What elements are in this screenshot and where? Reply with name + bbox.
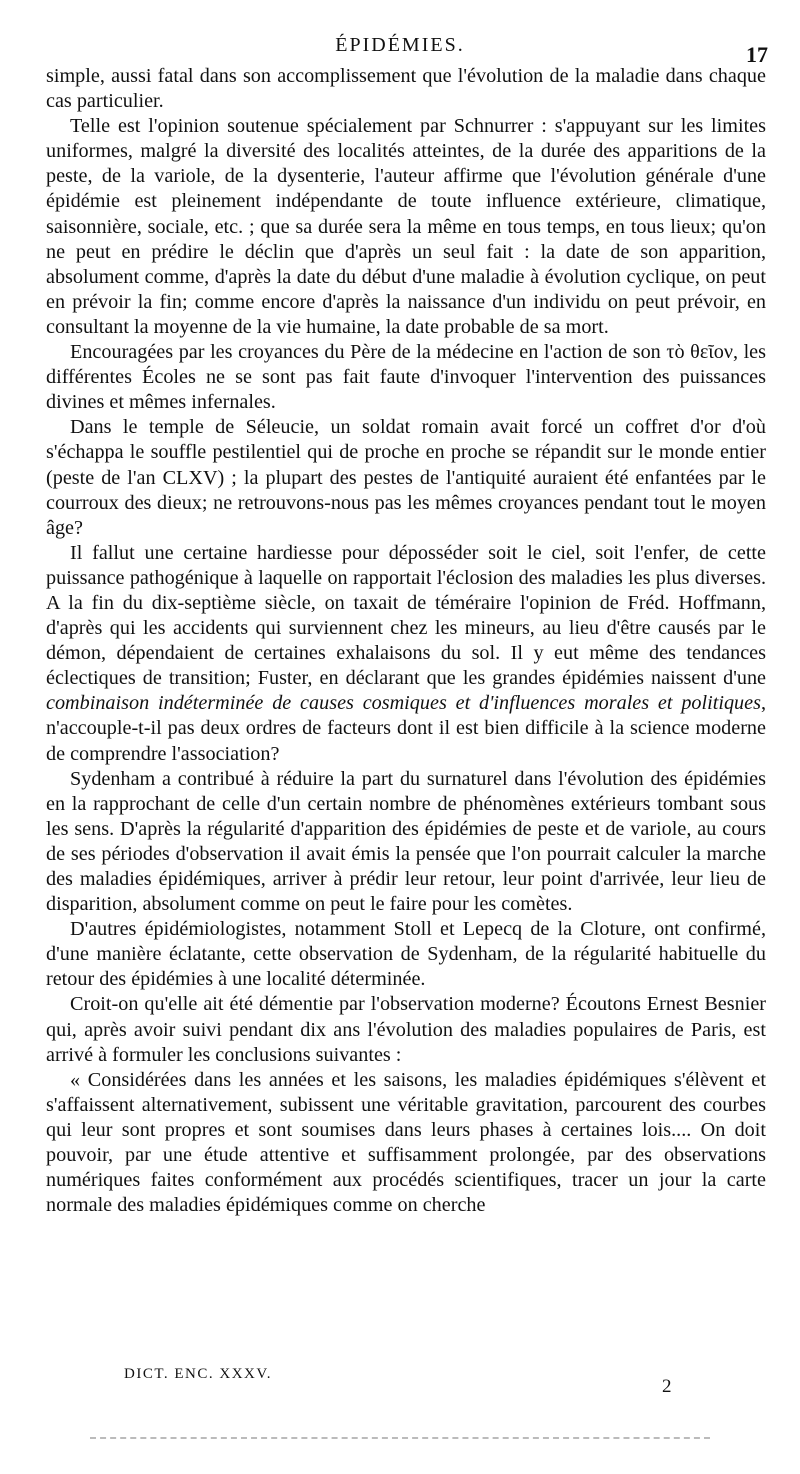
paragraph-sydenham: Sydenham a contribué à réduire la part du surnaturel dans l'évolution des épidémies en la rapprochant de celle d'un certain nombre de phénomènes extérieurs tombant sous les sens. D'après la régularité d'apparition des épidémies de peste et de variole, au cours de ses périodes d'observation il avait émis la pensée que l'on pourrait calculer la marche des maladies épidémiques, arriver à prédir leur retour, leur point d'arrivée, leur lieu de disparition, absolument comme on peut le faire pour les comètes. [46, 767, 766, 916]
paragraph-besnier: Croit-on qu'elle ait été démentie par l'observation moderne? Écoutons Ernest Besnier qui, après avoir suivi pendant dix ans l'évolution des maladies populaires de Paris, est arrivé à formuler les conclusions suivantes : [46, 993, 766, 1066]
paragraph-continuation: simple, aussi fatal dans son accomplissement que l'évolution de la maladie dans chaque cas particulier. [46, 65, 766, 113]
paragraph-hoffmann [46, 541, 766, 767]
paragraph-schnurrer: Telle est l'opinion soutenue spécialement par Schnurrer : s'appuyant sur les limites uniformes, malgré la diversité des localités atteintes, de la durée des apparitions de la peste, de la variole, de la dysenterie, l'auteur affirme que l'évolution générale d'une épidémie est pleinement indépendante de toute influence extérieure, climatique, saisonnière, sociale, etc. ; que sa durée sera la même en tous temps, en tous lieux; qu'on ne peut en prédire le déclin que d'après un seul fait : la date de son apparition, absolument comme, d'après la date du début d'une maladie à évolution cyclique, on peut en prévoir la fin; comme encore d'après la naissance d'un individu on peut prévoir, en consultant la moyenne de la vie humaine, la date probable de sa mort. [46, 115, 766, 338]
page-number: 17 [746, 42, 768, 67]
footer-signature-mark: 2 [662, 1376, 672, 1397]
paragraph-seleucie: Dans le temple de Séleucie, un soldat romain avait forcé un coffret d'or d'où s'échappa le souffle pestilentiel qui de proche en proche se répandit sur le monde entier (peste de l'an CLXV) ; la plupart des pestes de l'antiquité auraient été enfantées par le courroux des dieux; ne retrouvons-nous pas les mêmes croyances pendant tout le moyen âge? [46, 416, 766, 539]
paragraph-stoll-lepecq: D'autres épidémiologistes, notamment Stoll et Lepecq de la Cloture, ont confirmé, d'une manière éclatante, cette observation de Sydenham, de la régularité habituelle du retour des épidémies à une localité déterminée. [46, 918, 766, 991]
paragraph-hoffmann-italic: combinaison indéterminée de causes cosmiques et d'influences morales et politiques [46, 692, 761, 715]
running-title: ÉPIDÉMIES. [335, 34, 465, 56]
bottom-rule [90, 1437, 710, 1439]
footer-signature: DICT. ENC. XXXV. [124, 1366, 273, 1382]
body-text [46, 64, 766, 1218]
paragraph-hoffmann-text-b: , n'accouple-t-il pas deux ordres de facteurs dont il est bien difficile à la science moderne de comprendre l'association? [46, 692, 766, 765]
paragraph-hoffmann-text-a: Il fallut une certaine hardiesse pour déposséder soit le ciel, soit l'enfer, de cette puissance pathogénique à laquelle on rapportait l'éclosion des maladies les plus diverses. A la fin du dix-septième siècle, on taxait de téméraire l'opinion de Fréd. Hoffmann, d'après qui les accidents qui surviennent chez les mineurs, au lieu d'être causés par le démon, dépendaient de certaines exhalaisons du sol. Il y eut même des tendances éclectiques de transition; Fuster, en déclarant que les grandes épidémies naissent d'une [46, 541, 766, 690]
paragraph-quotation: « Considérées dans les années et les saisons, les maladies épidémiques s'élèvent et s'affaissent alternativement, subissent une véritable gravitation, parcourent des courbes qui leur sont propres et sont soumises dans leurs phases à certaines lois.... On doit pouvoir, par une étude attentive et suffisamment prolongée, par des observations numériques faites conformément aux procédés scientifiques, tracer un jour la carte normale des maladies épidémiques comme on cherche [46, 1068, 766, 1217]
paragraph-divine-powers: Encouragées par les croyances du Père de la médecine en l'action de son τὸ θεῖον, les différentes Écoles ne se sont pas fait faute d'invoquer l'intervention des puissances divines et mêmes infernales. [46, 341, 766, 414]
